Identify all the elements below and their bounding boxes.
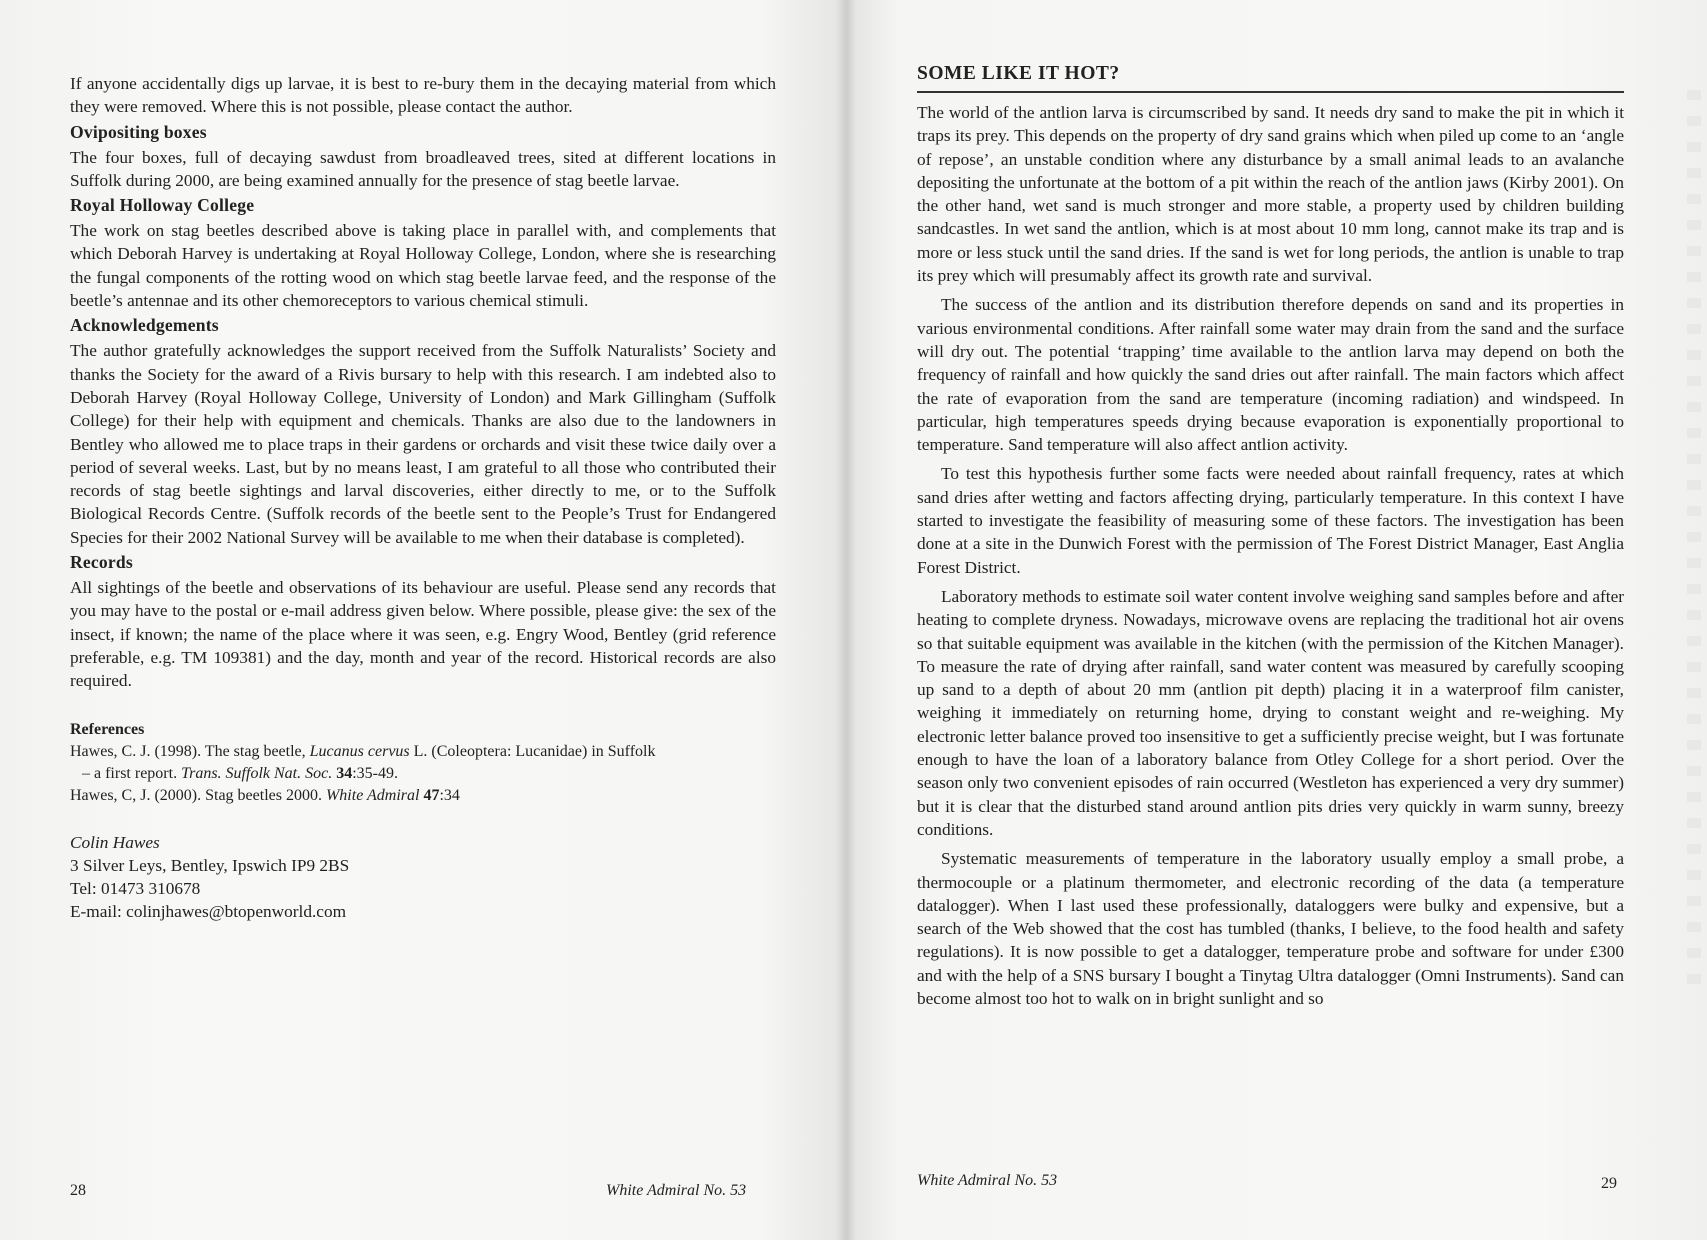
reference-1-part: – a first report. xyxy=(82,764,182,782)
left-column xyxy=(70,72,776,924)
reference-1-journal: Trans. Suffolk Nat. Soc. xyxy=(181,764,333,782)
section-body-ovipositing: The four boxes, full of decaying sawdust from broadleaved trees, sited at different locations in Suffolk during 2000, are being examined annually for the presence of stag beetle larvae. xyxy=(70,147,776,190)
article-paragraph: The world of the antlion larva is circumscribed by sand. It needs dry sand to make the pit in which it traps its prey. This depends on the property of dry sand grains which when piled up come to an ‘angle of repose’, an unstable condition where any disturbance by a small animal leads to an avalanche depositing the unfortunate at the bottom of a pit within the reach of the antlion jaws (Kirby 2001). On the other hand, wet sand is much stronger and more stable, a property used by children building sandcastles. In wet sand the antlion, which is at most about 10 mm long, cannot make its trap and is more or less stuck until the sand dries. If the sand is wet for long periods, the antlion is unable to trap its prey which will presumably affect its growth rate and survival. xyxy=(917,103,1624,286)
author-address: 3 Silver Leys, Bentley, Ipswich IP9 2BS xyxy=(70,855,350,875)
reference-2 xyxy=(70,785,776,807)
reference-2-pages: :34 xyxy=(439,786,460,804)
right-journal-footer: White Admiral No. 53 xyxy=(917,1172,1058,1189)
right-page-number: 29 xyxy=(1601,1175,1617,1192)
section-heading-ovipositing: Ovipositing boxes xyxy=(70,121,207,142)
reference-1 xyxy=(70,741,776,785)
section-heading-acknowledgements: Acknowledgements xyxy=(70,315,219,336)
article-paragraph: Systematic measurements of temperature in the laboratory usually employ a small probe, a thermocouple or a platinum thermometer, and electronic recording of the data (a temperature datalogger). When I last used these professionally, dataloggers were bulky and expensive, but a search of the Web showed that the cost has tumbled (thanks, I believe, to the food health and safety regulations). It is now possible to get a datalogger, temperature probe and software for under £300 and with the help of a SNS bursary I bought a Tinytag Ultra datalogger (Omni Instruments). Sand can become almost too hot to walk on in bright sunlight and so xyxy=(917,849,1624,1008)
article-paragraph: To test this hypothesis further some facts were needed about rainfall frequency, rates at which sand dries after wetting and factors affecting drying, particularly temperature. In this context I have started to investigate the feasibility of measuring some of these factors. The investigation has been done at a site in the Dunwich Forest with the permission of The Forest District Manager, East Anglia Forest District. xyxy=(917,464,1624,577)
section-body-acknowledgements: The author gratefully acknowledges the support received from the Suffolk Naturalists’ Society and thanks the Society for the award of a Rivis bursary to help with this research. I am indebted also to Deborah Harvey (Royal Holloway College, University of London) and Mark Gillingham (Suffolk College) for their help with equipment and chemicals. Thanks are also due to the landowners in Bentley who allowed me to place traps in their gardens or orchards and visit these twice daily over a period of several weeks. Last, but by no means least, I am grateful to all those who contributed their records of stag beetle sightings and larval discoveries, either directly to me, or to the Suffolk Biological Records Centre. (Suffolk records of the beetle sent to the People’s Trust for Endangered Species for their 2002 National Survey will be available to me when their database is completed). xyxy=(70,341,776,547)
left-page xyxy=(0,0,846,1240)
reference-1-volume: 34 xyxy=(332,764,353,782)
bleed-through-marks xyxy=(1687,90,1701,990)
reference-2-volume: 47 xyxy=(419,786,440,804)
right-column xyxy=(917,61,1624,1010)
author-email: E-mail: colinjhawes@btopenworld.com xyxy=(70,902,347,922)
reference-2-journal: White Admiral xyxy=(325,786,420,804)
section-heading-royal-holloway: Royal Holloway College xyxy=(70,195,255,216)
section-body-royal-holloway: The work on stag beetles described above is taking place in parallel with, and complements that which Deborah Harvey is undertaking at Royal Holloway College, London, where she is researching the fungal components of the rotting wood on which stag beetle larvae feed, and the response of the beetle’s antennae and its other chemoreceptors to various chemical stimuli. xyxy=(70,221,776,311)
reference-1-pages: :35-49. xyxy=(352,764,398,782)
author-contact xyxy=(70,831,776,924)
intro-paragraph: If anyone accidentally digs up larvae, it is best to re-bury them in the decaying material from which they were removed. Where this is not possible, please contact the author. xyxy=(70,74,776,117)
article-paragraph: The success of the antlion and its distribution therefore depends on sand and its properties in various environmental conditions. After rainfall some water may drain from the sand and the surface will dry out. The potential ‘trapping’ time available to the antlion larva may depend on both the frequency of rainfall and how quickly the sand dries out after rainfall. The main factors which affect the rate of evaporation from the sand are temperature (incoming radiation) and windspeed. In particular, high temperatures speeds drying because evaporation is exponentially proportional to temperature. Sand temperature will also affect antlion activity. xyxy=(917,295,1624,455)
left-page-number: 28 xyxy=(70,1182,86,1199)
section-heading-records: Records xyxy=(70,552,133,573)
article-title: SOME LIKE IT HOT? xyxy=(917,61,1624,93)
reference-1-part: Hawes, C. J. (1998). The stag beetle, xyxy=(70,742,310,760)
section-body-records: All sightings of the beetle and observations of its behaviour are useful. Please send any records that you may have to the postal or e-mail address given below. Where possible, please give: the sex of the insect, if known; the name of the place where it was seen, e.g. Engry Wood, Bentley (grid reference preferable, e.g. TM 109381) and the day, month and year of the record. Historical records are also required. xyxy=(70,578,776,691)
article-paragraph: Laboratory methods to estimate soil water content involve weighing sand samples before and after heating to complete dryness. Nowadays, microwave ovens are replacing the traditional hot air ovens so that suitable equipment was available in the kitchen (with the permission of the Kitchen Manager). To measure the rate of drying after rainfall, sand water content was measured by carefully scooping up sand to a depth of about 20 mm (antlion pit depth) placing it in a waterproof film canister, weighing it immediately on returning home, drying to constant weight and re-weighing. My electronic letter balance proved too insensitive to get a sufficiently precise weight, but I was fortunate enough to have the loan of a laboratory balance from Otley College for a short period. Over the season only two convenient episodes of rain occurred (Westleton has experienced a very dry summer) but it is clear that the disturbed stand around antlion pits dries very quickly in warm sunny, breezy conditions. xyxy=(917,586,1624,839)
reference-1-species: Lucanus cervus xyxy=(309,742,410,760)
reference-1-part: L. (Coleoptera: Lucanidae) in Suffolk xyxy=(409,742,656,760)
left-journal-footer: White Admiral No. 53 xyxy=(606,1182,747,1199)
references-heading: References xyxy=(70,720,145,738)
author-telephone: Tel: 01473 310678 xyxy=(70,879,201,899)
reference-2-part: Hawes, C, J. (2000). Stag beetles 2000. xyxy=(70,786,326,804)
book-gutter xyxy=(836,0,856,1240)
author-name: Colin Hawes xyxy=(70,832,160,852)
